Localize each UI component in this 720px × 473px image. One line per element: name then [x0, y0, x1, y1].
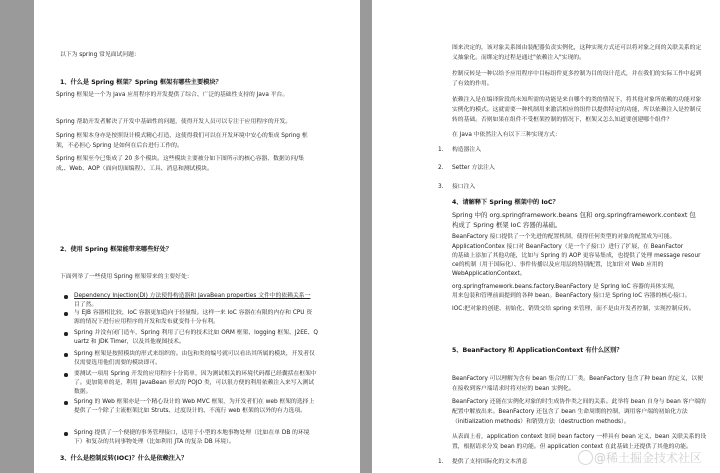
q5-heading: 5、BeanFactory 和 ApplicationContext 有什么区别？ — [452, 347, 623, 354]
q2-heading: 2、使用 Spring 框架能带来哪些好处？ — [60, 246, 172, 253]
q2-item-line: Spring 并没有闭门造车，Spring 利用了已有的技术比如 ORM 框架、logging 框架、J2EE、Q — [74, 330, 318, 336]
watermark-icon — [578, 450, 593, 465]
q2-item-line: 数据。 — [74, 389, 92, 395]
bullet-dot — [64, 295, 68, 299]
q5-line: 从表面上看，application context 如同 bean factory 一样具有 bean 定义、bean 关联关系的设 — [452, 434, 707, 440]
bullet-dot — [64, 373, 68, 377]
q2-item-line: Spring 的 Web 框架亦是一个精心设计的 Web MVC 框架，为开发者们在 web 框架的选择上 — [74, 399, 315, 405]
list-number: 2. — [438, 165, 444, 171]
q5-line: BeanFactory 还能在实例化对象的时生成协作类之间的关系。此举将 bean 自身与 bean 客户端的 — [452, 399, 706, 405]
q4-line: WebApplicationContext。 — [452, 271, 526, 277]
q2-item-line: 仅需要选用他们需要的模块即可。 — [74, 360, 161, 366]
q1-line: 成,、Web、AOP（面向切面编程）、工具、消息和测试模块。 — [56, 166, 213, 172]
q4-line: ce的机制（用于国际化）、事件传播以及应用层的特别配置，比如针对 Web 应用的 — [452, 262, 664, 268]
body-line: 实例化的模式。这就需要一种机制用来激活相应的组件以提供特定的功能，所以依赖注入是控制反 — [452, 107, 702, 113]
list-number: 1. — [438, 147, 444, 153]
q2-item-line: Spring 提供了一个便捷的事务管理接口，适用于小型的本地事物处理（比如在单 DB 的环境 — [74, 430, 310, 436]
q5-line: 提供了支持国际化的文本消息 — [452, 459, 528, 465]
body-line: 在 Java 中依然注入有以下三种实现方式： — [452, 132, 561, 138]
di-method: Setter 方法注入 — [452, 165, 495, 171]
document-page-left — [34, 0, 360, 473]
watermark: @稀土掘金技术社区 — [594, 451, 703, 465]
body-line: 了有效的作用。 — [452, 81, 493, 87]
q5-line: 在接收到客户端请求时将对应的 bean 实例化。 — [452, 386, 575, 392]
body-line: 转的基础。否则如果在组件不受框架控制的情况下，框架又怎么知道要创建哪个组件？ — [452, 117, 673, 123]
body-line: 义抽象化。而绑定的过程是通过"依赖注入"实现的。 — [452, 55, 585, 61]
bullet-dot — [64, 432, 68, 436]
q2-item-line: 源的情况下进行应用程序的开发和发布就变得十分有利。 — [74, 319, 219, 325]
q4-line: Spring 中的 org.springframework.beans 包和 org.springframework.context 包 — [452, 211, 696, 219]
di-method: 构造器注入 — [452, 147, 481, 153]
q2-item-line: 下）和复杂的共同事物处理（比如利用 JTA 的复杂 DB 环境）。 — [74, 439, 235, 445]
bullet-dot — [64, 353, 68, 357]
body-line: 控制反转是一种以给予应用程序中目标组件更多控制为目的设计范式，并在我们的实际工作中起到 — [452, 71, 702, 77]
intro-text: 以下为 spring 常见面试问题： — [60, 52, 140, 58]
q1-line: Spring 框架是一个为 Java 应用程序的开发提供了综合、广泛的基础性支持的 Java 平台。 — [56, 92, 289, 98]
list-number: 3. — [438, 184, 444, 190]
q1-heading: 1、什么是 Spring 框架？Spring 框架有哪些主要模块？ — [60, 79, 222, 86]
q4-line: BeanFactory 接口提供了一个先进的配置机制，使得任何类型的对象的配置成为可能。 — [452, 234, 676, 240]
q1-line: Spring 框架至今已集成了 20 多个模块。这些模块主要被分如下图所示的核心容器、数据访问/集 — [56, 156, 305, 162]
q5-line: 置，根据请求分发 bean 的功能。但 application context 在此基础上还提供了其他的功能。 — [452, 444, 692, 450]
q3-heading: 3、什么是控制反转(IOC)？什么是依赖注入？ — [60, 455, 188, 462]
q1-line: 架，不必担心 Spring 是如何在后台进行工作的。 — [56, 143, 183, 149]
q4-line: 用来包装和管理前面提到的各种 bean。BeanFactory 接口是 Spring IoC 容器的核心接口。 — [452, 293, 691, 299]
body-line: 依赖注入是在编译阶段尚未知所需的功能是来自哪个的类的情况下，将其他对象所依赖的功能对象 — [452, 97, 702, 103]
q1-line: Spring 框架本身亦是按照设计模式精心打造，这使得我们可以在开发环境中安心的集成 Spring 框 — [56, 133, 308, 139]
document-page-right — [372, 0, 720, 473]
q5-line: 配置中解放出来。BeanFactory 还包含了 bean 生命周期的控制，调用客户端的初始化方法 — [452, 409, 688, 415]
q2-item-line: Spring 框架是按照模块的形式来组织的。由包和类的编号就可以看出其所属的模块，开发者仅 — [74, 351, 315, 357]
q4-line: ApplicationContex 接口对 BeanFactory（是一个子接口）进行了扩展，在 BeanFactor — [452, 244, 684, 250]
q4-heading: 4、请解释下 Spring 框架中的 IoC？ — [452, 199, 559, 206]
q4-line: 构成了 Spring 框架 IoC 容器的基础。 — [452, 221, 562, 229]
q2-item-line: 目了然。 — [74, 302, 98, 308]
di-method: 接口注入 — [452, 184, 476, 190]
q4-line: org.springframework.beans.factory.BeanFactory 是 Spring IoC 容器的具体实现， — [452, 284, 679, 290]
list-number: 1. — [438, 459, 444, 465]
q2-item-line: 了。更加简单的是，利用 JavaBean 形式的 POJO 类，可以很方便的利用依赖注入来写入测试 — [74, 380, 315, 386]
q2-item-line: 与 EJB 容器相比较，IoC 容器更加趋向于轻量级。这样一来 IoC 容器在有限的内存和 CPU 资 — [74, 310, 313, 316]
q2-item-line: uartz 和 JDK Timer，以及其他视图技术。 — [74, 339, 185, 345]
bullet-dot — [64, 312, 68, 316]
body-line: 图来决定的，该对象关系图由装配器负责实例化，这种实现方式还可以将对象之间的关联关系的定 — [452, 45, 702, 51]
q5-line: BeanFactory 可以理解为含有 bean 集合的工厂类。BeanFactory 包含了种 bean 的定义，以便 — [452, 376, 704, 382]
q5-line: （initialization methods）和销毁方法（destruction methods）。 — [452, 419, 630, 425]
q1-line: Spring 帮助开发者解决了开发中基础性的问题，使得开发人员可以专注于应用程序的开发。 — [56, 119, 292, 125]
bullet-dot — [64, 332, 68, 336]
q4-line: IOC:把对象的创建、初始化、销毁交给 spring 来管理，而不是由开发者控制，实现控制反转。 — [452, 306, 695, 312]
q4-line: 的基础上添加了其他功能，比如与 Spring 的 AOP 更容易集成，也提供了处理 message resour — [452, 253, 701, 259]
q2-intro: 下面列举了一些使用 Spring 框架带来的主要好处： — [60, 274, 193, 280]
q2-item-line: 要测试一项用 Spring 开发的应用程序十分简单，因为测试相关的环境代码都已经囊括在框架中 — [74, 371, 317, 377]
bullet-dot — [64, 401, 68, 405]
q2-item-line: Dependency Injection(DI) 方法使得构造器和 JavaBean properties 文件中的依赖关系一 — [74, 293, 311, 299]
q2-item-line: 提供了一个除了主流框架比如 Struts、过度设计的、不流行 web 框架的以外的有力选项。 — [74, 408, 306, 414]
